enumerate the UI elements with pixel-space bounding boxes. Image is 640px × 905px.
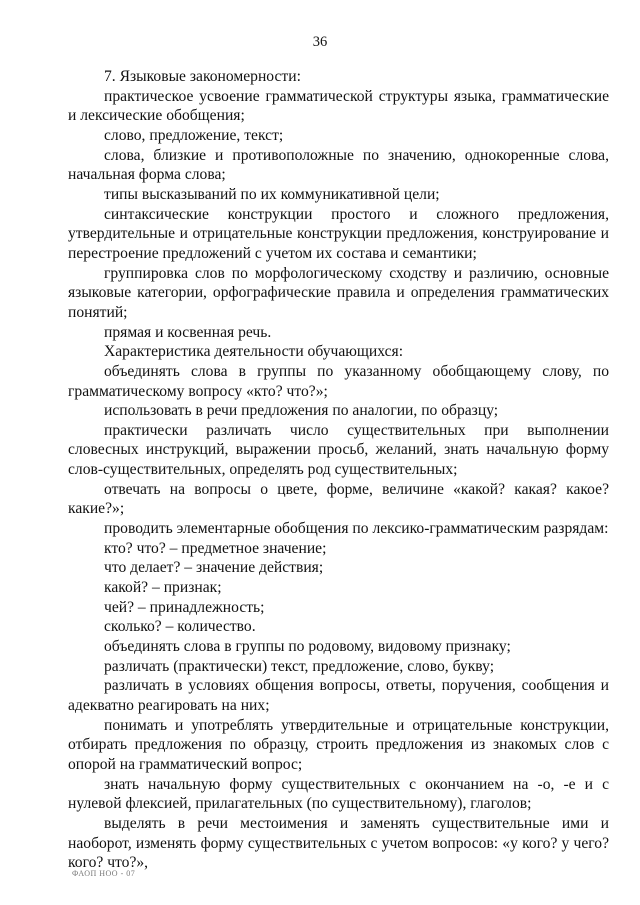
paragraph: различать (практически) текст, предложение, слово, букву;: [104, 657, 495, 675]
paragraph: прямая и косвенная речь.: [104, 323, 272, 341]
paragraph: какой? – признак;: [104, 579, 222, 597]
paragraph: объединять слова в группы по родовому, видовому признаку;: [104, 638, 511, 656]
paragraph: использовать в речи предложения по аналогии, по образцу;: [104, 402, 499, 420]
paragraph: кто? что? – предметное значение;: [104, 539, 327, 557]
paragraph: слова, близкие и противоположные по значению, однокоренные слова, начальная форма слова;: [68, 146, 609, 184]
paragraph: Характеристика деятельности обучающихся:: [104, 343, 404, 361]
paragraph: типы высказываний по их коммуникативной цели;: [104, 185, 440, 203]
paragraph: объединять слова в группы по указанному обобщающему слову, по грамматическому вопросу «кто? что?»;: [68, 362, 609, 400]
paragraph: понимать и употреблять утвердительные и отрицательные конструкции, отбирать предложения по образцу, строить предложения из знакомых слов с опорой на грамматический вопрос;: [68, 716, 609, 773]
footer-mark: ФАОП НОО - 07: [72, 869, 136, 878]
paragraph: сколько? – количество.: [104, 618, 256, 636]
paragraph: знать начальную форму существительных с окончанием на -о, -е и с нулевой флексией, прилагательных (по существительному), глаголов;: [68, 775, 609, 813]
paragraph: различать в условиях общения вопросы, ответы, поручения, сообщения и адекватно реагировать на них;: [68, 677, 609, 714]
page-number: 36: [312, 34, 328, 50]
paragraph: 7. Языковые закономерности:: [104, 68, 301, 85]
paragraph: группировка слов по морфологическому сходству и различию, основные языковые категории, орфографические правила и определения грамматических понятий;: [68, 264, 609, 321]
paragraph: практически различать число существительных при выполнении словесных инструкций, выражении просьб, желаний, знать начальную форму слов-существительных, определять род существительных;: [68, 421, 609, 479]
paragraph: чей? – принадлежность;: [104, 598, 265, 616]
paragraph: слово, предложение, текст;: [104, 126, 284, 144]
paragraph: отвечать на вопросы о цвете, форме, величине «какой? какая? какое? какие?»;: [68, 480, 609, 518]
paragraph: практическое усвоение грамматической структуры языка, грамматические и лексические обобщения;: [68, 87, 609, 125]
document-body: [68, 67, 609, 873]
paragraph: синтаксические конструкции простого и сложного предложения, утвердительные и отрицательные конструкции предложения, конструирование и перестроение предложений с учетом их состава и семантики;: [68, 205, 609, 262]
paragraph: выделять в речи местоимения и заменять существительные ими и наоборот, изменять форму существительных с учетом вопросов: «у кого? у чего? кого? что?»,: [68, 814, 609, 872]
paragraph: что делает? – значение действия;: [104, 559, 324, 577]
paragraph: проводить элементарные обобщения по лексико-грамматическим разрядам:: [104, 520, 609, 538]
